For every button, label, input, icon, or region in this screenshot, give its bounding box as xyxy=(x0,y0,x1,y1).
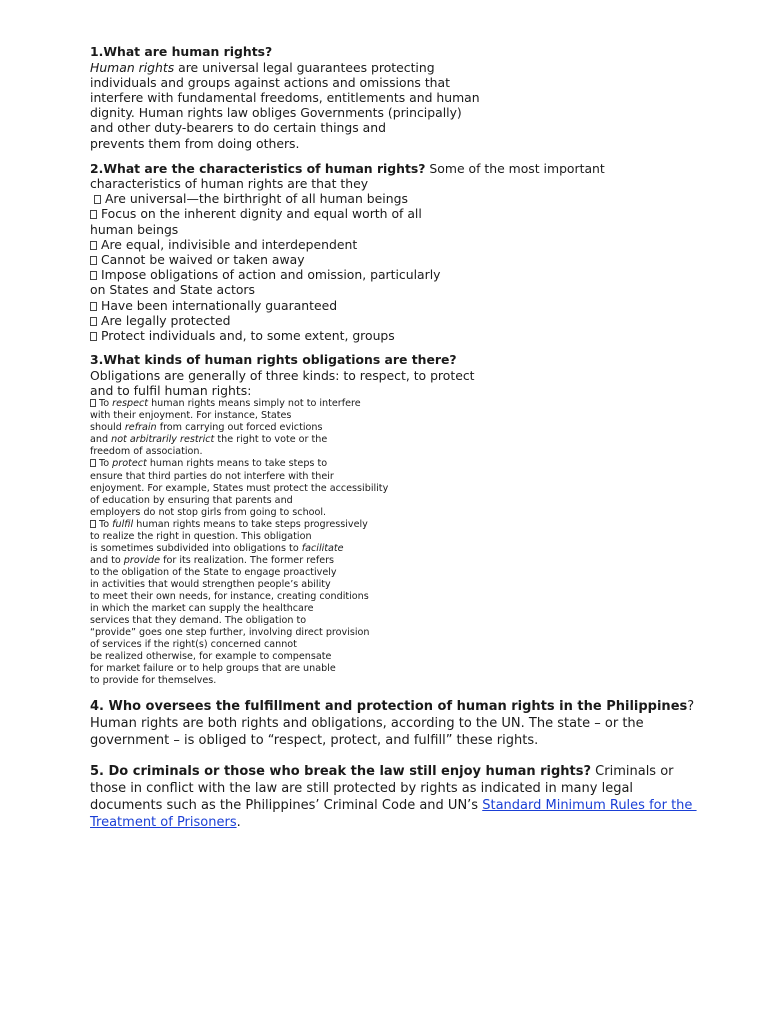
bullet-item: Cannot be waived or taken away xyxy=(90,252,710,267)
q5-heading: 5. Do criminals or those who break the law still enjoy human rights? xyxy=(90,764,592,780)
protect-line: employers do not stop girls from going to school. xyxy=(90,506,327,518)
q3-intro: Obligations are generally of three kinds: to respect, to protect xyxy=(90,367,475,383)
section-q3 xyxy=(90,352,710,687)
fulfil-line: services that they demand. The obligation to xyxy=(90,615,307,627)
bullet-box-icon xyxy=(90,332,97,341)
protect-line: of education by ensuring that parents and xyxy=(90,494,293,506)
q5-line: documents such as the Philippines’ Criminal Code and UN’s Standard Minimum Rules for the xyxy=(90,797,697,813)
respect-line: and not arbitrarily restrict the right to vote or the xyxy=(90,434,328,446)
fulfil-line: “provide” goes one step further, involving direct provision xyxy=(90,627,370,639)
treatment-of-prisoners-link[interactable]: Treatment of Prisoners xyxy=(90,814,237,830)
q4-line: Human rights are both rights and obligations, according to the UN. The state – or the xyxy=(90,716,644,732)
q1-line: Human rights are universal legal guarantees protecting xyxy=(90,59,435,75)
q1-line: prevents them from doing others. xyxy=(90,135,300,151)
q2-heading: 2.What are the characteristics of human rights? xyxy=(90,160,426,176)
bullet-continuation: human beings xyxy=(90,221,179,237)
q1-line: and other duty-bearers to do certain things and xyxy=(90,120,386,136)
bullet-item: Are universal—the birthright of all human beings xyxy=(90,191,710,206)
bullet-item: Are legally protected xyxy=(90,313,710,328)
fulfil-line: to meet their own needs, for instance, creating conditions xyxy=(90,591,369,602)
q1-heading: 1.What are human rights? xyxy=(90,44,273,59)
q1-line: interfere with fundamental freedoms, entitlements and human xyxy=(90,90,480,105)
fulfil-line: and to provide for its realization. The former refers xyxy=(90,554,335,566)
fulfil-line: in activities that would strengthen people’s ability xyxy=(90,578,331,590)
bullet-box-icon xyxy=(90,317,97,326)
bullet-item: Protect individuals and, to some extent, groups xyxy=(90,328,710,343)
q5-line: Treatment of Prisoners. xyxy=(90,814,241,830)
q2-intro: characteristics of human rights are that they xyxy=(90,176,369,192)
bullet-box-icon xyxy=(90,241,97,250)
q2-heading-line: 2.What are the characteristics of human rights? Some of the most important xyxy=(90,160,605,176)
bullet-box-icon xyxy=(90,459,96,467)
bullet-box-icon xyxy=(94,195,101,204)
standard-minimum-rules-link[interactable]: Standard Minimum Rules for the xyxy=(482,797,697,813)
bullet-box-icon xyxy=(90,520,96,528)
q1-line: individuals and groups against actions and omissions that xyxy=(90,74,450,90)
q3-intro: and to fulfil human rights: xyxy=(90,383,252,399)
q5-heading-line: 5. Do criminals or those who break the law still enjoy human rights? Criminals or xyxy=(90,764,674,780)
fulfil-line: To fulfil human rights means to take steps progressively xyxy=(90,519,710,531)
q4-heading: 4. Who oversees the fulfillment and protection of human rights in the Philippines xyxy=(90,699,688,715)
fulfil-line: is sometimes subdivided into obligations to facilitate xyxy=(90,542,344,554)
fulfil-line: to the obligation of the State to engage proactively xyxy=(90,566,337,578)
respect-line: with their enjoyment. For instance, States xyxy=(90,410,292,422)
fulfil-line: for market failure or to help groups that are unable xyxy=(90,663,336,675)
protect-line: ensure that third parties do not interfere with their xyxy=(90,470,334,482)
bullet-item: Have been internationally guaranteed xyxy=(90,298,710,313)
bullet-box-icon xyxy=(90,210,97,219)
fulfil-line: of services if the right(s) concerned cannot xyxy=(90,639,297,651)
bullet-box-icon xyxy=(90,271,97,280)
protect-line: To protect human rights means to take steps to xyxy=(90,458,710,470)
fulfil-line: in which the market can supply the healthcare xyxy=(90,603,314,615)
document-page xyxy=(90,44,710,832)
section-q1 xyxy=(90,44,710,151)
q3-heading: 3.What kinds of human rights obligations are there? xyxy=(90,352,457,368)
respect-line: To respect human rights means simply not to interfere xyxy=(90,398,710,410)
bullet-item: Are equal, indivisible and interdependent xyxy=(90,237,710,252)
fulfil-line: to provide for themselves. xyxy=(90,675,217,687)
respect-line: should refrain from carrying out forced evictions xyxy=(90,422,323,434)
q5-line: those in conflict with the law are still protected by rights as indicated in many legal xyxy=(90,781,634,796)
bullet-item: Focus on the inherent dignity and equal worth of all xyxy=(90,206,710,221)
fulfil-line: to realize the right in question. This obligation xyxy=(90,530,312,542)
fulfil-line: be realized otherwise, for example to compensate xyxy=(90,651,332,663)
q4-heading-line: 4. Who oversees the fulfillment and protection of human rights in the Philippines? xyxy=(90,699,695,715)
section-q5 xyxy=(90,764,710,832)
bullet-item: Impose obligations of action and omission, particularly xyxy=(90,267,710,282)
respect-line: freedom of association. xyxy=(90,446,203,458)
bullet-continuation: on States and State actors xyxy=(90,282,255,298)
q4-line: government – is obliged to “respect, protect, and fulfill” these rights. xyxy=(90,733,539,749)
bullet-box-icon xyxy=(90,256,97,265)
bullet-box-icon xyxy=(90,399,96,407)
protect-line: enjoyment. For example, States must protect the accessibility xyxy=(90,482,389,494)
section-q4 xyxy=(90,699,710,750)
bullet-box-icon xyxy=(90,302,97,311)
section-q2 xyxy=(90,161,710,343)
q1-line: dignity. Human rights law obliges Governments (principally) xyxy=(90,105,462,121)
